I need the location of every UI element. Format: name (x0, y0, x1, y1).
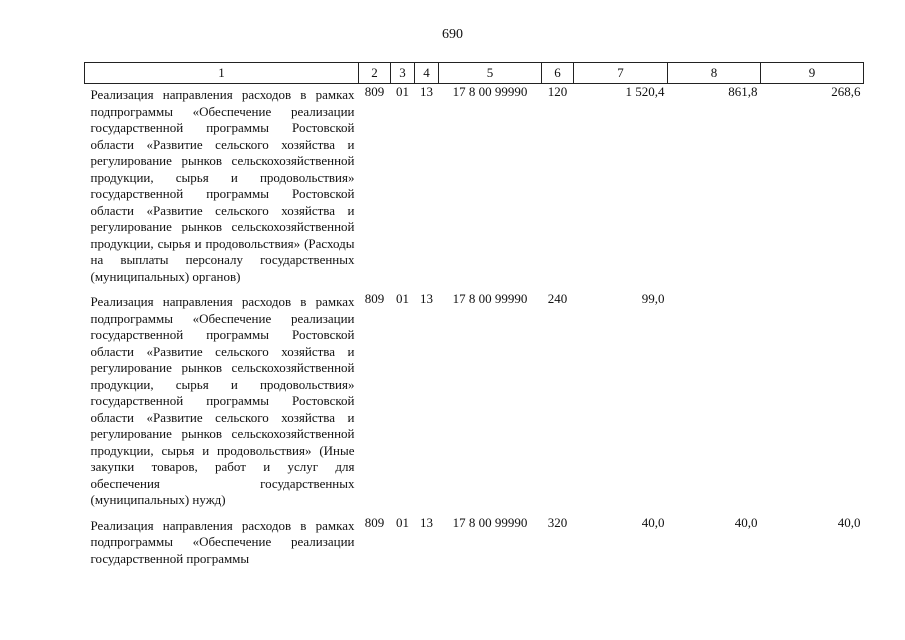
header-cell: 9 (761, 63, 864, 84)
page-number: 690 (442, 27, 463, 42)
table-row (85, 515, 864, 574)
target-article-code: 17 8 00 99990 (452, 514, 528, 530)
ministry-code: 809 (364, 291, 385, 306)
expense-type-code: 320 (547, 514, 568, 530)
amount-col9: 40,0 (837, 514, 861, 530)
section-code: 01 (396, 291, 409, 306)
amount-col7: 99,0 (641, 291, 665, 306)
section-code: 01 (396, 84, 409, 99)
expense-type-code: 120 (547, 84, 568, 99)
subsection-code: 13 (420, 84, 433, 99)
amount-col8: 861,8 (728, 84, 758, 99)
header-cell: 2 (359, 63, 391, 84)
subsection-code: 13 (420, 514, 433, 530)
amount-col8: 40,0 (734, 514, 758, 530)
target-article-code: 17 8 00 99990 (452, 291, 528, 306)
header-cell: 1 (85, 63, 359, 84)
header-cell: 8 (668, 63, 761, 84)
header-cell: 3 (391, 63, 415, 84)
row-description: Реализация направления расходов в рамках подпрограммы «Обеспечение реализации государственной программы Ростовской области «Развитие сельского хозяйства и регулирование рынков сельскохозяйственной продукции, сырья и продовольствия» государственной программы Ростовской области «Развитие сельского хозяйства и регулирование рынков сельскохозяйственной продукции, сырья и продовольствия» (Иные закупки товаров, работ и услуг для обеспечения государственных (муниципальных) нужд) (90, 294, 355, 507)
header-cell: 6 (542, 63, 574, 84)
header-cell: 4 (415, 63, 439, 84)
subsection-code: 13 (420, 291, 433, 306)
ministry-code: 809 (364, 514, 385, 530)
amount-col8 (668, 291, 761, 515)
amount-col7: 1 520,4 (625, 84, 665, 99)
row-description: Реализация направления расходов в рамках подпрограммы «Обеспечение реализации государственной программы Ростовской области «Развитие сельского хозяйства и регулирование рынков сельскохозяйственной продукции, сырья и продовольствия» государственной программы Ростовской области «Развитие сельского хозяйства и регулирование рынков сельскохозяйственной продукции, сырья и продовольствия» (Расходы на выплаты персоналу государственных (муниципальных) органов) (90, 87, 355, 284)
section-code: 01 (396, 514, 409, 530)
table-row (85, 291, 864, 515)
row-description: Реализация направления расходов в рамках подпрограммы «Обеспечение реализации государственной программы (90, 517, 355, 566)
header-cell: 7 (574, 63, 668, 84)
amount-col9 (761, 291, 864, 515)
header-cell: 5 (439, 63, 542, 84)
ministry-code: 809 (364, 84, 385, 99)
table-row (85, 84, 864, 292)
expense-type-code: 240 (547, 291, 568, 306)
amount-col7: 40,0 (641, 514, 665, 530)
amount-col9: 268,6 (831, 84, 861, 99)
target-article-code: 17 8 00 99990 (452, 84, 528, 99)
header-row (85, 63, 864, 84)
budget-table (84, 62, 864, 573)
